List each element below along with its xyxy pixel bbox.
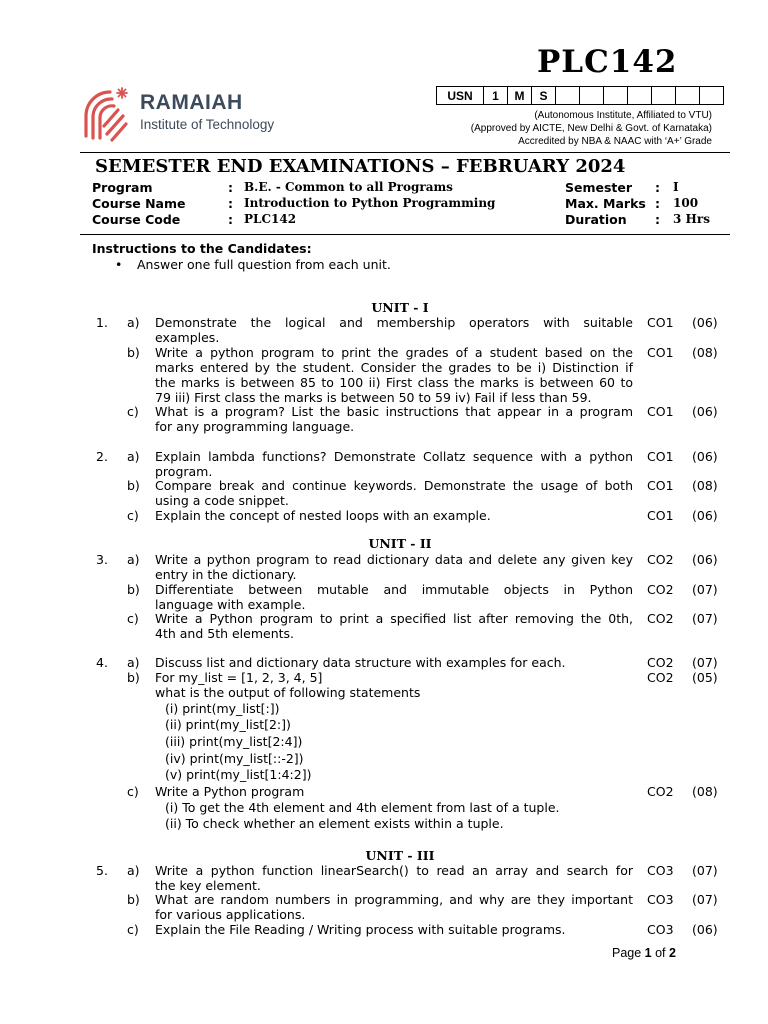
usn-box [436, 86, 724, 105]
co-label: CO1 [647, 478, 674, 493]
page-prefix: Page [612, 946, 645, 960]
marks: (06) [692, 449, 718, 464]
co-label: CO3 [647, 892, 674, 907]
co-label: CO2 [647, 611, 674, 626]
usn-cell [652, 87, 676, 105]
semester-label: Semester [565, 180, 633, 195]
sub-question: (ii) print(my_list[2:]) [165, 717, 291, 732]
unit-heading: UNIT - II [368, 536, 432, 551]
question-text: Explain lambda functions? Demonstrate Collatz sequence with a python [155, 449, 633, 464]
question-text: Demonstrate the logical and membership operators with suitable [155, 315, 633, 330]
marks: (06) [692, 315, 718, 330]
co-label: CO1 [647, 315, 674, 330]
usn-label: USN [437, 87, 484, 105]
marks: (08) [692, 478, 718, 493]
part-label: c) [127, 784, 139, 799]
colon: : [228, 196, 233, 211]
question-text: Explain the File Reading / Writing process with suitable programs. [155, 922, 566, 937]
marks: (07) [692, 611, 718, 626]
question-number: 3. [96, 552, 108, 567]
usn-cell [628, 87, 652, 105]
part-label: c) [127, 508, 139, 523]
sub-question: (v) print(my_list[1:4:2]) [165, 767, 312, 782]
page-of: of [651, 946, 669, 960]
marks: (06) [692, 552, 718, 567]
usn-cell: 1 [484, 87, 508, 105]
question-text: Differentiate between mutable and immutable objects in Python [155, 582, 633, 597]
duration-value: 3 Hrs [673, 212, 710, 226]
question-text: Write a Python program [155, 784, 305, 799]
ramaiah-logo-icon [78, 86, 130, 144]
co-label: CO2 [647, 670, 674, 685]
affiliation-line: (Autonomous Institute, Affiliated to VTU) [534, 110, 712, 121]
co-label: CO2 [647, 582, 674, 597]
marks: (05) [692, 670, 718, 685]
co-label: CO1 [647, 449, 674, 464]
co-label: CO2 [647, 655, 674, 670]
question-text: entry in the dictionary. [155, 567, 297, 582]
question-text: Write a python program to read dictionary data and delete any given key [155, 552, 633, 567]
part-label: b) [127, 478, 140, 493]
marks: (07) [692, 892, 718, 907]
question-text: Discuss list and dictionary data structure with examples for each. [155, 655, 566, 670]
question-number: 1. [96, 315, 108, 330]
co-label: CO2 [647, 784, 674, 799]
co-label: CO1 [647, 404, 674, 419]
institute-subtitle: Institute of Technology [140, 117, 275, 132]
question-number: 5. [96, 863, 108, 878]
program-value: B.E. - Common to all Programs [244, 180, 453, 194]
max-marks-label: Max. Marks [565, 196, 646, 211]
institute-name: RAMAIAH [140, 91, 243, 114]
part-label: a) [127, 552, 140, 567]
question-text: the key element. [155, 878, 261, 893]
usn-cell [676, 87, 700, 105]
usn-cell [580, 87, 604, 105]
question-text: for any programming language. [155, 419, 355, 434]
sub-question: (i) print(my_list[:]) [165, 701, 280, 716]
part-label: a) [127, 863, 140, 878]
course-code-label: Course Code [92, 212, 181, 227]
question-text: marks entered by the student. Consider the grades to be i) Distinction if [155, 360, 633, 375]
page-number [612, 946, 676, 960]
part-label: c) [127, 922, 139, 937]
exam-title: SEMESTER END EXAMINATIONS – FEBRUARY 2024 [95, 156, 626, 177]
divider [80, 234, 730, 235]
marks: (07) [692, 582, 718, 597]
co-label: CO1 [647, 345, 674, 360]
course-name-label: Course Name [92, 196, 186, 211]
marks: (07) [692, 655, 718, 670]
question-text: 4th and 5th elements. [155, 626, 295, 641]
usn-cell: M [508, 87, 532, 105]
max-marks-value: 100 [673, 196, 699, 210]
colon: : [228, 212, 233, 227]
colon: : [228, 180, 233, 195]
marks: (08) [692, 345, 718, 360]
question-number: 2. [96, 449, 108, 464]
course-name-value: Introduction to Python Programming [244, 196, 496, 210]
part-label: b) [127, 582, 140, 597]
sub-question: (ii) To check whether an element exists within a tuple. [165, 816, 504, 831]
question-text: for various applications. [155, 907, 306, 922]
bullet: • [115, 257, 123, 272]
question-text: For my_list = [1, 2, 3, 4, 5] [155, 670, 323, 685]
usn-cell [604, 87, 628, 105]
divider [80, 152, 730, 153]
question-text: using a code snippet. [155, 493, 289, 508]
program-label: Program [92, 180, 153, 195]
unit-heading: UNIT - I [371, 300, 429, 315]
part-label: b) [127, 670, 140, 685]
colon: : [655, 180, 660, 195]
co-label: CO3 [647, 863, 674, 878]
sub-question: (iv) print(my_list[::-2]) [165, 751, 304, 766]
affiliation-line: Accredited by NBA & NAAC with ‘A+’ Grade [518, 136, 712, 147]
question-text: what is the output of following statements [155, 685, 421, 700]
co-label: CO3 [647, 922, 674, 937]
course-code-heading: PLC142 [537, 44, 678, 80]
question-text: Write a Python program to print a specified list after removing the 0th, [155, 611, 633, 626]
unit-heading: UNIT - III [365, 848, 435, 863]
question-text: examples. [155, 330, 220, 345]
colon: : [655, 196, 660, 211]
part-label: b) [127, 345, 140, 360]
question-text: language with example. [155, 597, 306, 612]
question-text: Write a python function linearSearch() to read an array and search for [155, 863, 633, 878]
course-code-value: PLC142 [244, 212, 297, 226]
usn-cell: S [532, 87, 556, 105]
co-label: CO1 [647, 508, 674, 523]
marks: (07) [692, 863, 718, 878]
colon: : [655, 212, 660, 227]
duration-label: Duration [565, 212, 627, 227]
marks: (08) [692, 784, 718, 799]
sub-question: (i) To get the 4th element and 4th element from last of a tuple. [165, 800, 560, 815]
usn-cell [700, 87, 724, 105]
instruction-item: Answer one full question from each unit. [137, 257, 391, 272]
page-total: 2 [669, 946, 676, 960]
question-text: Explain the concept of nested loops with an example. [155, 508, 491, 523]
part-label: c) [127, 611, 139, 626]
part-label: a) [127, 449, 140, 464]
instructions-heading: Instructions to the Candidates: [92, 241, 312, 256]
sub-question: (iii) print(my_list[2:4]) [165, 734, 303, 749]
question-text: What is a program? List the basic instructions that appear in a program [155, 404, 633, 419]
marks: (06) [692, 508, 718, 523]
part-label: a) [127, 315, 140, 330]
question-text: program. [155, 464, 213, 479]
usn-cell [556, 87, 580, 105]
question-text: What are random numbers in programming, and why are they important [155, 892, 633, 907]
co-label: CO2 [647, 552, 674, 567]
question-text: Compare break and continue keywords. Demonstrate the usage of both [155, 478, 633, 493]
question-text: the marks is between 85 to 100 ii) First class the marks is between 60 to [155, 375, 633, 390]
question-text: Write a python program to print the grades of a student based on the [155, 345, 633, 360]
part-label: a) [127, 655, 140, 670]
part-label: c) [127, 404, 139, 419]
marks: (06) [692, 922, 718, 937]
question-text: 79 iii) First class the marks is between 50 to 59 iv) Fail if less than 59. [155, 390, 592, 405]
semester-value: I [673, 180, 679, 194]
affiliation-line: (Approved by AICTE, New Delhi & Govt. of Karnataka) [470, 123, 712, 134]
part-label: b) [127, 892, 140, 907]
question-number: 4. [96, 655, 108, 670]
marks: (06) [692, 404, 718, 419]
page-current: 1 [644, 946, 652, 960]
